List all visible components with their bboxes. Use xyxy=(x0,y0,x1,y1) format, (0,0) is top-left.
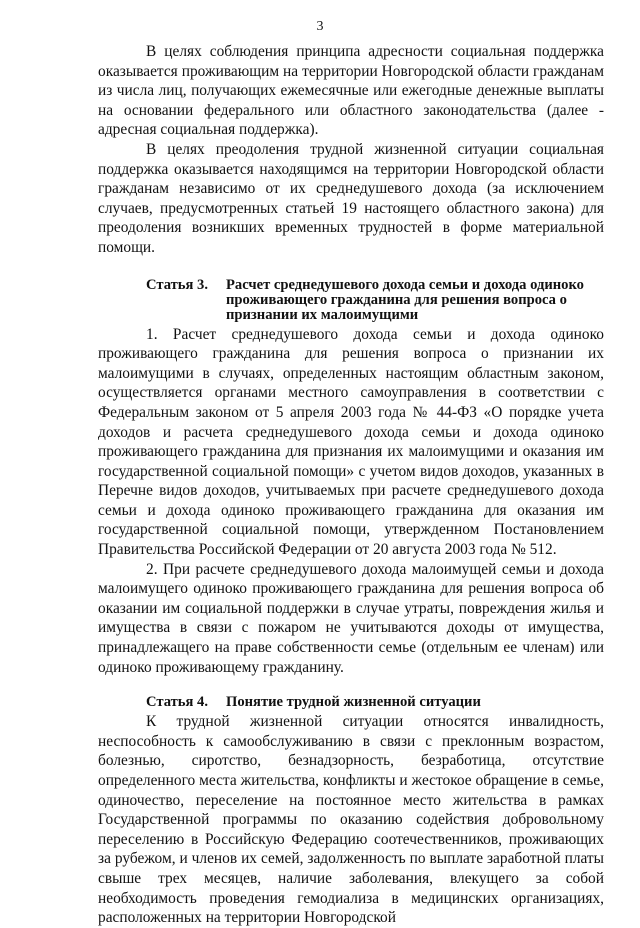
paragraph-intro-2: В целях преодоления трудной жизненной ситуации социальная поддержка оказывается находящимся на территории Новгородской области гражданам независимо от их среднедушевого дохода (за исключением случаев, предусмотренных статьей 19 настоящего областного закона) для преодоления возникших временных трудностей в форме материальной помощи. xyxy=(98,140,604,256)
article-4-number: Статья 4. xyxy=(146,694,208,711)
article-4-paragraph-1: К трудной жизненной ситуации относятся инвалидность, неспособность к самообслуживанию в связи с преклонным возрастом, болезнью, сиротство, безнадзорность, безработица, отсутствие определенного места жительства, конфликты и жестокое обращение в семье, одиночество, переселение на постоянное место жительства в рамках Государственной программы по оказанию содействия добровольному переселению в Российскую Федерацию соотечественников, проживающих за рубежом, и членов их семей, задолженность по выплате заработной платы свыше трех месяцев, наличие заболевания, влекущего за собой необходимость проведения гемодиализа в медицинских организациях, расположенных на территории Новгородской xyxy=(98,713,604,927)
page-number: 3 xyxy=(316,19,324,34)
article-4-title: Понятие трудной жизненной ситуации xyxy=(226,694,481,711)
article-3-paragraph-1: 1. Расчет среднедушевого дохода семьи и дохода одиноко проживающего гражданина для решения вопроса о признании их малоимущими в случаях, определенных настоящим областным законом, осуществляется органами местного самоуправления в соответствии с Федеральным законом от 5 апреля 2003 года № 44-ФЗ «О порядке учета доходов и расчета среднедушевого дохода семьи и дохода одиноко проживающего гражданина для признания их малоимущими и оказания им государственной социальной помощи» с учетом видов доходов, указанных в Перечне видов доходов, учитываемых при расчете среднедушевого дохода семьи и дохода одиноко проживающего гражданина для оказания им государственной социальной помощи, утвержденном Постановлением Правительства Российской Федерации от 20 августа 2003 года № 512. xyxy=(98,325,604,559)
article-3-number: Статья 3. xyxy=(146,276,208,293)
paragraph-intro-1: В целях соблюдения принципа адресности социальная поддержка оказывается проживающим на территории Новгородской области гражданам из числа лиц, получающих ежемесячные или ежегодные денежные выплаты на основании федерального или областного законодательства (далее - адресная социальная поддержка). xyxy=(98,43,604,139)
document-body xyxy=(98,42,604,928)
article-4-heading xyxy=(98,695,604,710)
article-3-title: Расчет среднедушевого дохода семьи и дохода одиноко проживающего гражданина для решения вопроса о признании их малоимущими xyxy=(226,276,584,323)
article-3-paragraph-2: 2. При расчете среднедушевого дохода малоимущей семьи и дохода малоимущего одиноко проживающего гражданина для решения вопроса об оказании им социальной поддержки в случае утраты, повреждения жилья и имущества в связи с пожаром не учитываются доходы от имущества, принадлежащего на праве собственности семье (отдельным ее членам) или одиноко проживающему гражданину. xyxy=(98,560,604,676)
article-3-heading xyxy=(98,278,604,323)
